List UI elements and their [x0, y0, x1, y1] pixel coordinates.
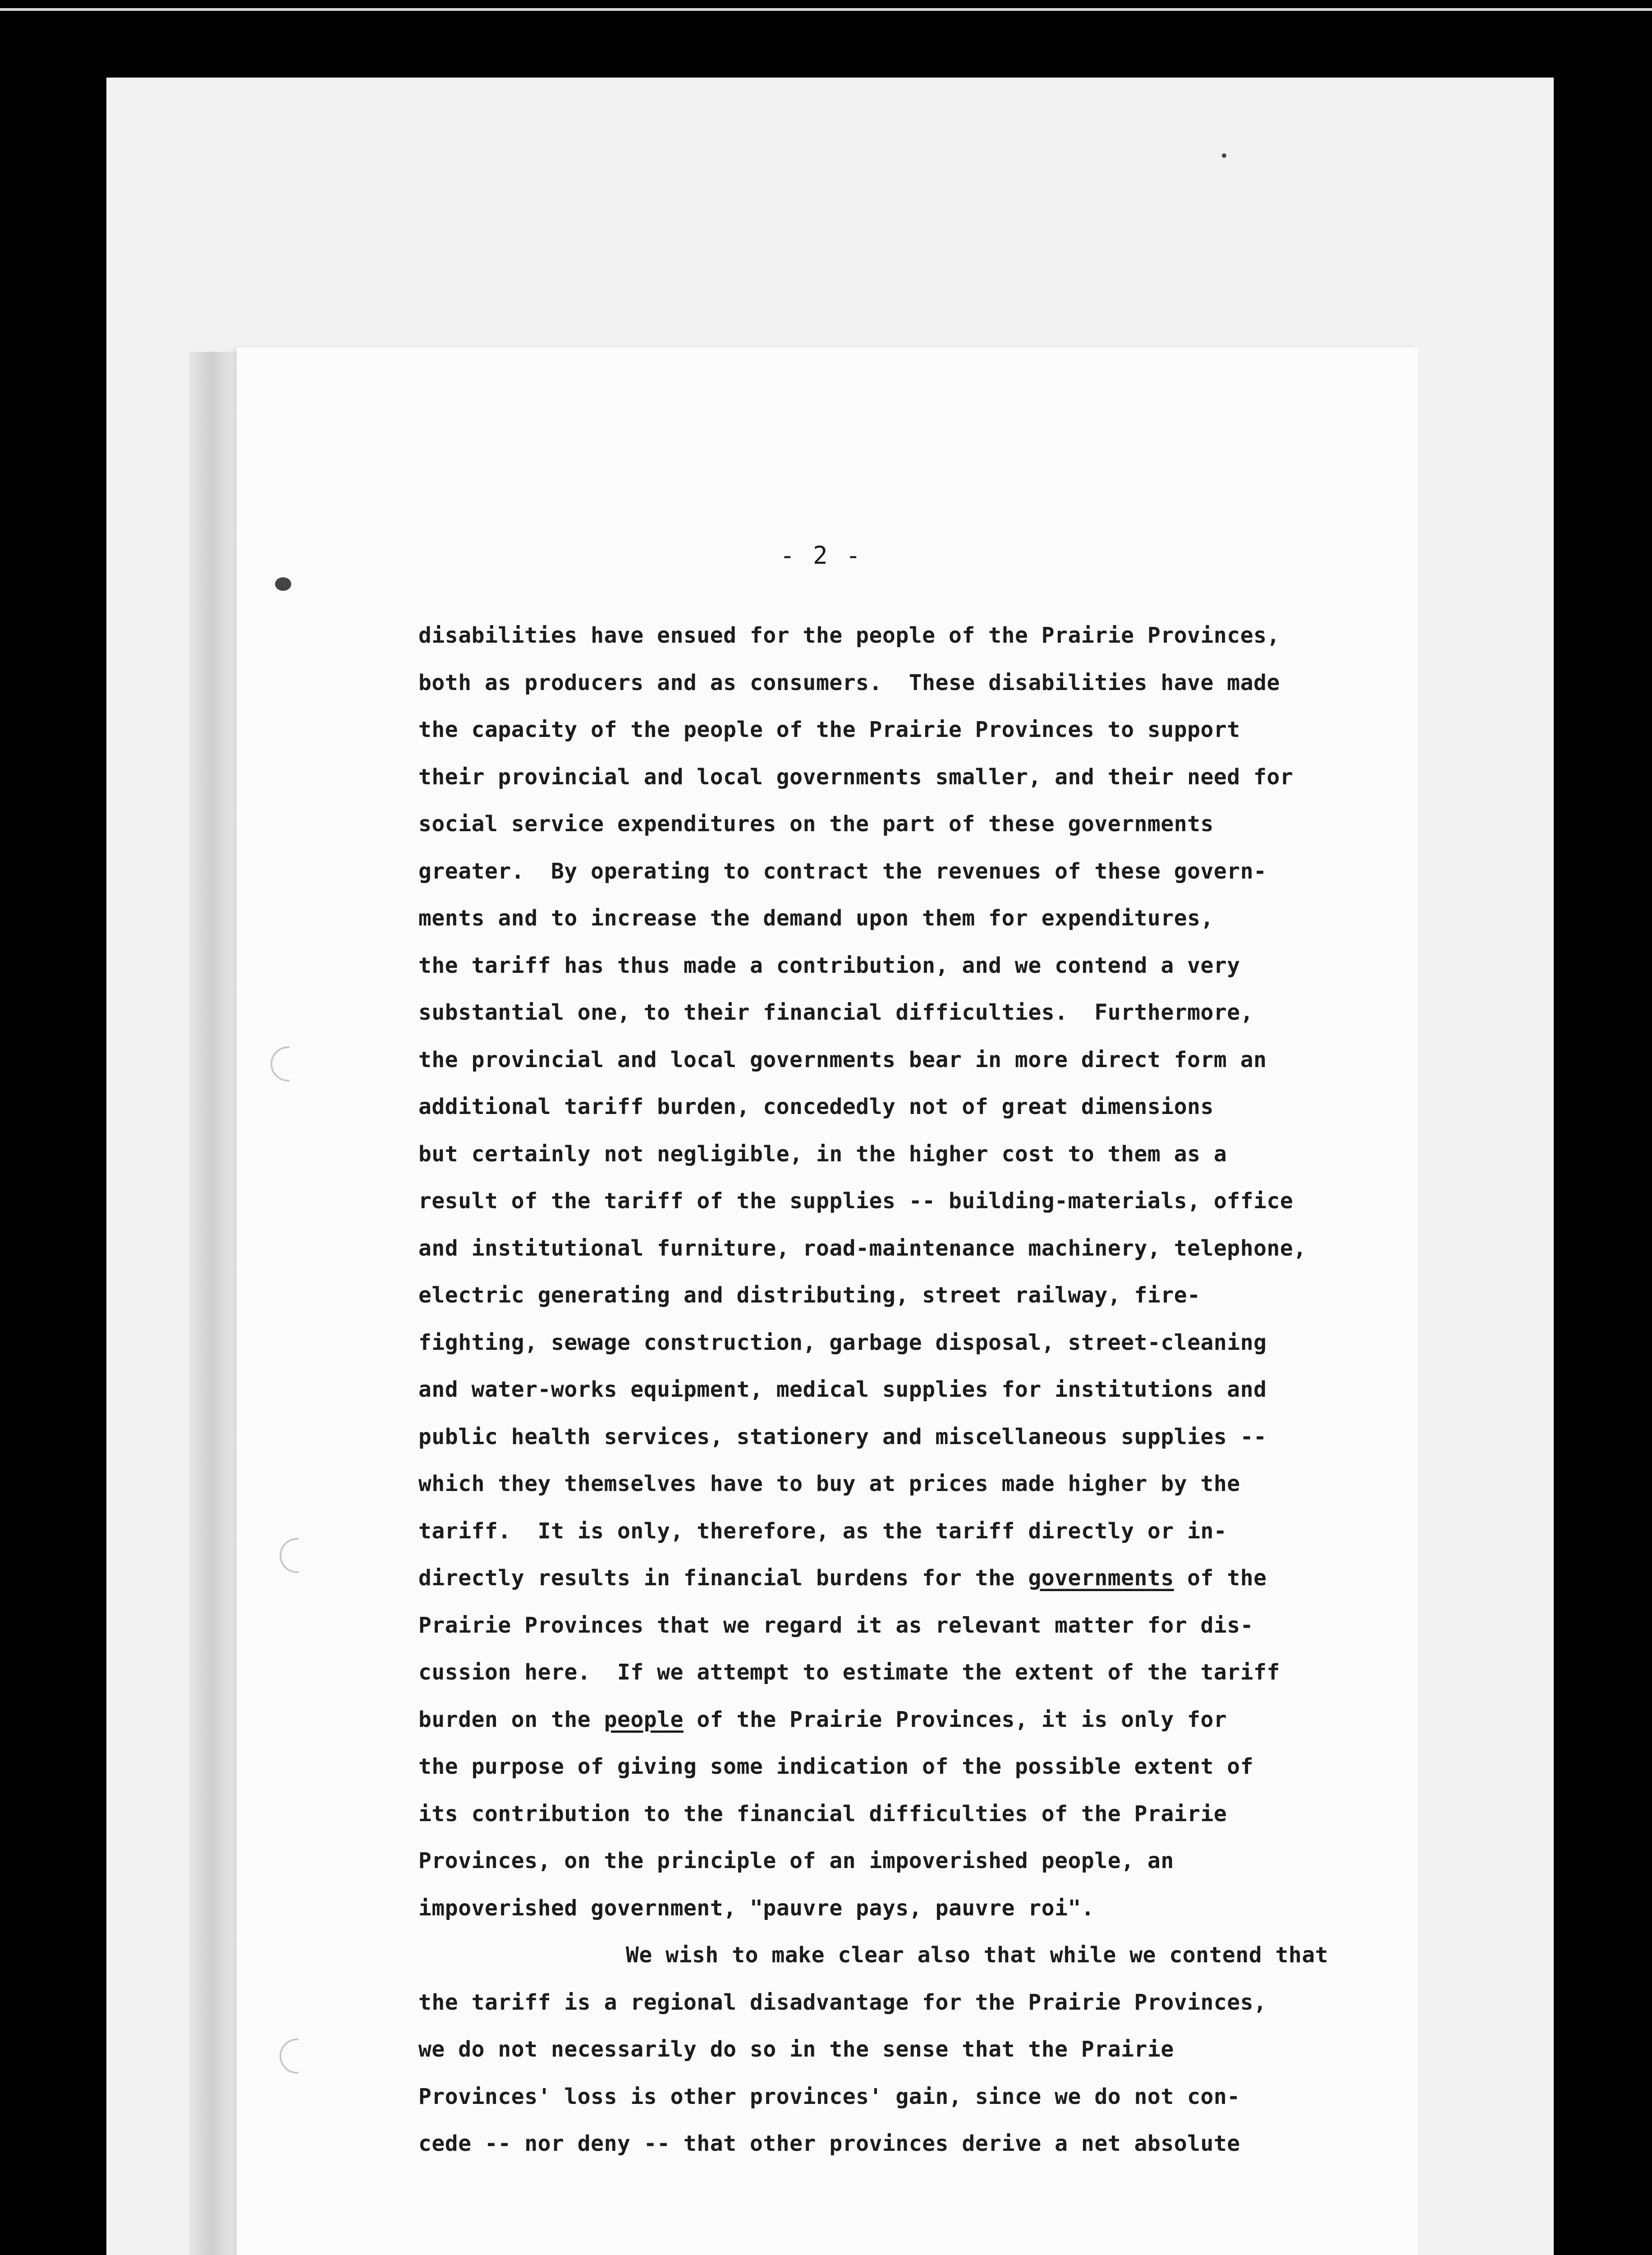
text-line: Prairie Provinces that we regard it as relevant matter for dis- — [418, 1612, 1254, 1638]
film-edge-line — [0, 8, 1652, 11]
text-line: which they themselves have to buy at prices made higher by the — [418, 1471, 1240, 1496]
text-line — [418, 1555, 1383, 1602]
text-line: and water-works equipment, medical supplies for institutions and — [418, 1377, 1267, 1402]
text-fragment: directly results in financial burdens for the — [418, 1565, 1028, 1591]
text-line: the purpose of giving some indication of the possible extent of — [418, 1754, 1254, 1779]
text-line: the tariff is a regional disadvantage for the Prairie Provinces, — [418, 1989, 1267, 2015]
text-line: the provincial and local governments bear in more direct form an — [418, 1047, 1267, 1072]
text-line: public health services, stationery and miscellaneous supplies -- — [418, 1424, 1267, 1450]
text-fragment: burden on the — [418, 1707, 604, 1732]
text-line: we do not necessarily do so in the sense that the Prairie — [418, 2037, 1174, 2062]
text-line: substantial one, to their financial difficulties. Furthermore, — [418, 1000, 1254, 1025]
text-line: fighting, sewage construction, garbage disposal, street-cleaning — [418, 1330, 1267, 1355]
page-edge-shadow — [189, 352, 239, 2255]
text-line — [418, 1696, 1383, 1744]
text-line: tariff. It is only, therefore, as the tariff directly or in- — [418, 1518, 1227, 1544]
paragraph-start-line: We wish to make clear also that while we contend that — [626, 1942, 1329, 1968]
underlined-word-governments: governments — [1028, 1565, 1174, 1591]
text-line: their provincial and local governments smaller, and their need for — [418, 764, 1294, 790]
text-line: and institutional furniture, road-maintenance machinery, telephone, — [418, 1235, 1307, 1261]
text-line: Provinces, on the principle of an impoverished people, an — [418, 1848, 1174, 1873]
ink-speck — [1222, 153, 1226, 158]
page-number: - 2 - — [780, 541, 863, 570]
text-line: additional tariff burden, concededly not of great dimensions — [418, 1094, 1214, 1119]
body-text — [418, 612, 1383, 2168]
text-fragment: of the — [1174, 1565, 1267, 1591]
text-line: but certainly not negligible, in the higher cost to them as a — [418, 1141, 1227, 1167]
text-line: cussion here. If we attempt to estimate the extent of the tariff — [418, 1660, 1280, 1685]
text-line: disabilities have ensued for the people of the Prairie Provinces, — [418, 623, 1280, 648]
text-line: the tariff has thus made a contribution, and we contend a very — [418, 953, 1240, 978]
text-line: result of the tariff of the supplies -- building-materials, office — [418, 1188, 1294, 1214]
text-line: ments and to increase the demand upon them for expenditures, — [418, 906, 1214, 931]
ink-speck — [275, 577, 291, 591]
text-line: cede -- nor deny -- that other provinces derive a net absolute — [418, 2131, 1240, 2156]
underlined-word-people: people — [604, 1707, 684, 1732]
text-line: electric generating and distributing, street railway, fire- — [418, 1283, 1201, 1308]
text-line: its contribution to the financial difficulties of the Prairie — [418, 1801, 1227, 1827]
text-line: impoverished government, "pauvre pays, pauvre roi". — [418, 1895, 1095, 1921]
text-fragment: of the Prairie Provinces, it is only for — [683, 1707, 1227, 1732]
text-line: both as producers and as consumers. These disabilities have made — [418, 670, 1280, 695]
text-line: the capacity of the people of the Prairie Provinces to support — [418, 717, 1240, 742]
text-line: greater. By operating to contract the revenues of these govern- — [418, 858, 1267, 884]
text-line: social service expenditures on the part of these governments — [418, 811, 1214, 837]
text-line: Provinces' loss is other provinces' gain, since we do not con- — [418, 2084, 1240, 2109]
